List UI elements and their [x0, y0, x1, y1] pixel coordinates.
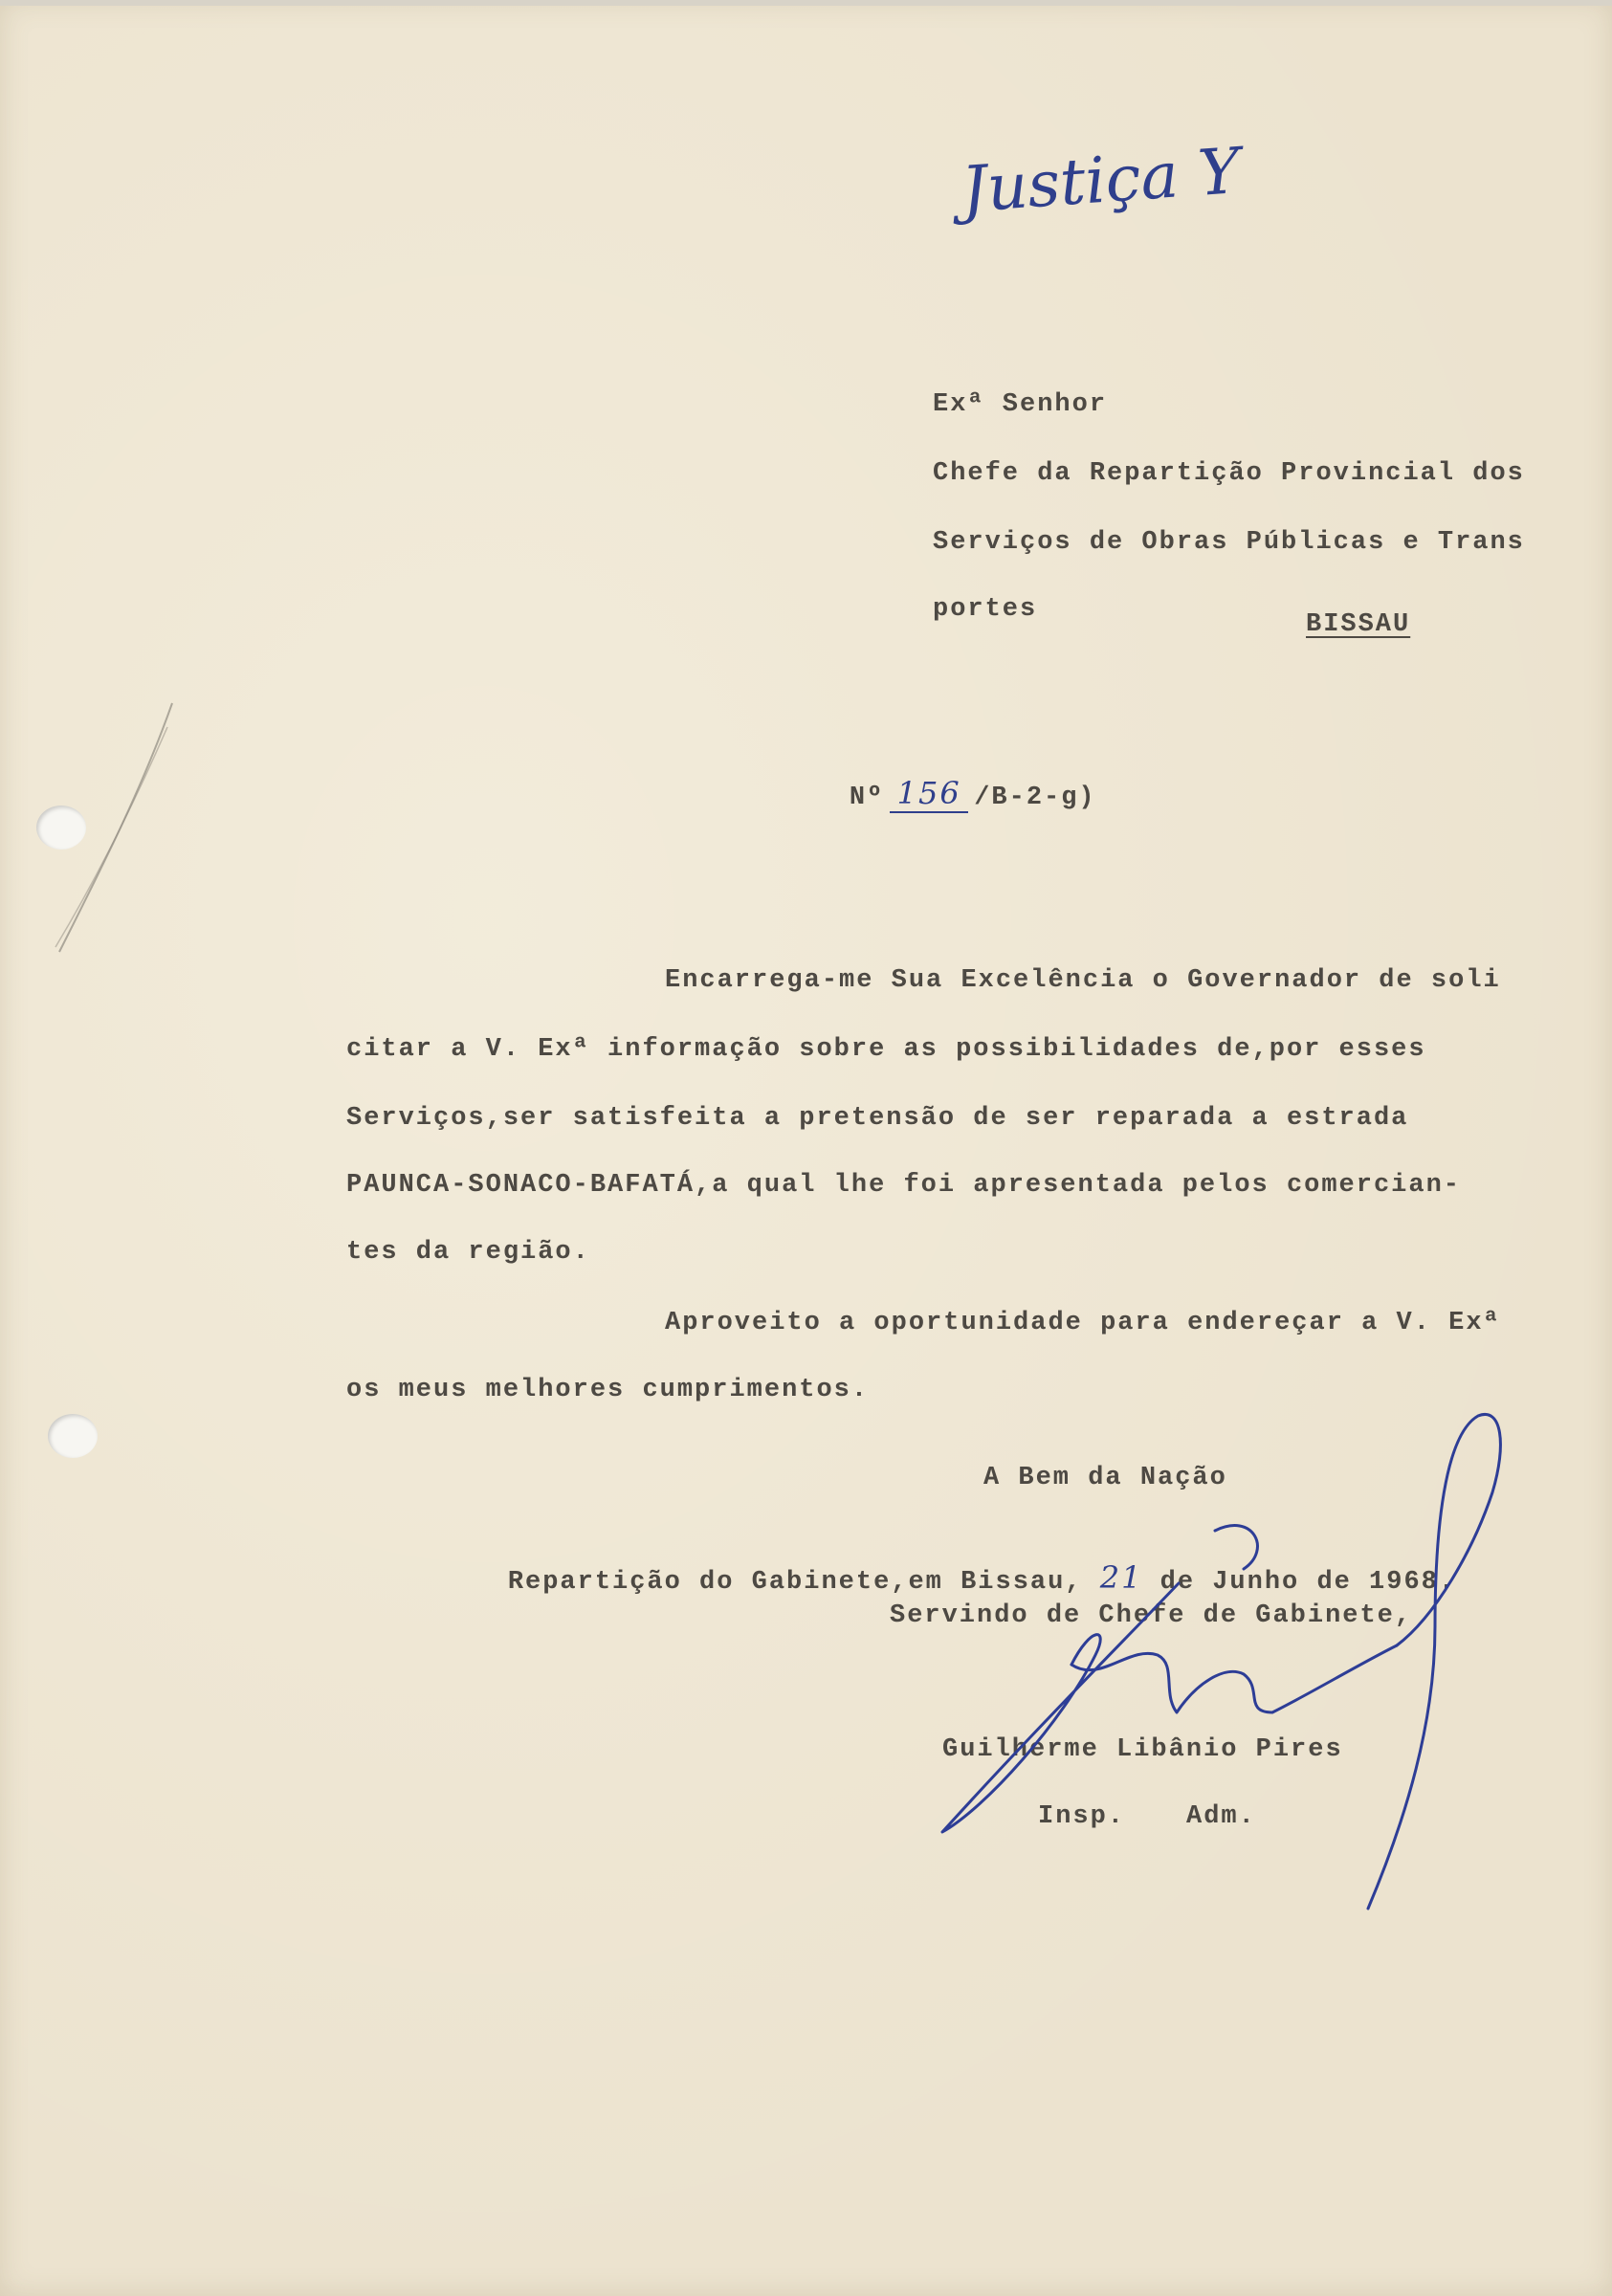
body-line-5: tes da região. [346, 1238, 590, 1267]
body-line-6: Aproveito a oportunidade para endereçar a V. Exª [665, 1309, 1501, 1337]
body-line-4: PAUNCA-SONACO-BAFATÁ,a qual lhe foi apresentada pelos comercian- [346, 1171, 1461, 1200]
handwritten-signature [942, 1414, 1500, 1909]
addressee-city: BISSAU [1306, 610, 1411, 639]
body-line-1: Encarrega-me Sua Excelência o Governador de soli [665, 966, 1501, 995]
closing-salutation: A Bem da Nação [983, 1464, 1227, 1492]
addressee-line-2: Chefe da Repartição Provincial dos [933, 459, 1525, 488]
addressee-line-4: portes [933, 595, 1038, 624]
closing-role: Servindo de Chefe de Gabinete, [890, 1601, 1413, 1630]
body-line-2: citar a V. Exª informação sobre as possibilidades de,por esses [346, 1035, 1426, 1064]
closing-date: de Junho de 1968. [1159, 1568, 1457, 1597]
addressee-salutation: Exª Senhor [933, 390, 1108, 419]
signer-title-2: Adm. [1186, 1802, 1256, 1831]
reference-prefix: Nº [849, 784, 885, 812]
body-line-3: Serviços,ser satisfeita a pretensão de ser reparada a estrada [346, 1104, 1409, 1133]
reference-suffix: /B-2-g) [974, 784, 1096, 812]
signer-name: Guilherme Libânio Pires [942, 1735, 1343, 1764]
handwritten-annotation: Justiça Y [959, 133, 1243, 228]
body-line-7: os meus melhores cumprimentos. [346, 1376, 870, 1404]
margin-pencil-mark [59, 703, 172, 952]
closing-day: 21 [1099, 1559, 1143, 1596]
reference-number: 156 [890, 775, 968, 813]
addressee-line-3: Serviços de Obras Públicas e Trans [933, 528, 1525, 557]
signer-title-1: Insp. [1038, 1802, 1126, 1831]
closing-place: Repartição do Gabinete,em Bissau, [507, 1568, 1083, 1597]
